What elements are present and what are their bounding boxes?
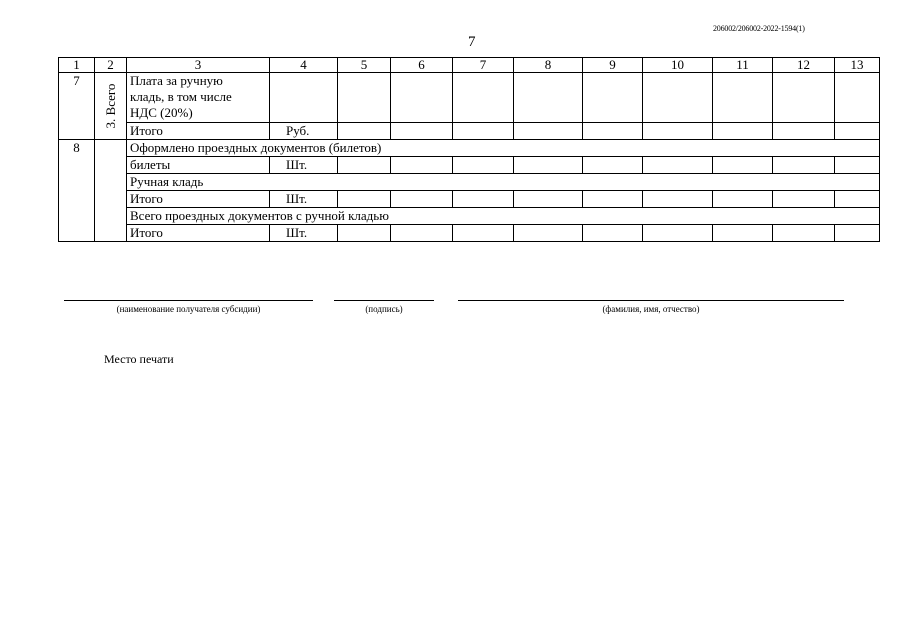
group-label: 3. Всего bbox=[102, 83, 118, 129]
fee-line: Плата за ручную bbox=[130, 73, 223, 88]
fullname-line[interactable] bbox=[458, 300, 844, 301]
report-table bbox=[58, 57, 880, 242]
data-cell[interactable] bbox=[835, 123, 880, 140]
data-cell[interactable] bbox=[713, 123, 773, 140]
col-number-cell: 8 bbox=[514, 58, 583, 73]
data-cell[interactable] bbox=[453, 123, 514, 140]
col-number-cell: 7 bbox=[453, 58, 514, 73]
data-cell[interactable] bbox=[514, 191, 583, 208]
table-row bbox=[59, 73, 880, 123]
data-cell[interactable] bbox=[643, 225, 713, 242]
data-cell[interactable] bbox=[338, 73, 391, 123]
recipient-caption: (наименование получателя субсидии) bbox=[116, 304, 261, 314]
total-label: Итого bbox=[127, 123, 270, 140]
group-label-cell bbox=[95, 73, 127, 140]
total-label: Итого bbox=[127, 191, 270, 208]
data-cell[interactable] bbox=[643, 73, 713, 123]
empty-cell bbox=[95, 140, 127, 242]
item-label: билеты bbox=[127, 157, 270, 174]
column-number-row bbox=[59, 58, 880, 73]
data-cell[interactable] bbox=[773, 191, 835, 208]
section-label: Ручная кладь bbox=[127, 174, 880, 191]
data-cell[interactable] bbox=[338, 157, 391, 174]
data-cell[interactable] bbox=[338, 191, 391, 208]
data-cell[interactable] bbox=[583, 225, 643, 242]
data-cell[interactable] bbox=[773, 73, 835, 123]
data-cell[interactable] bbox=[835, 157, 880, 174]
unit-cell: Шт. bbox=[270, 191, 338, 208]
row-number: 7 bbox=[59, 73, 95, 140]
table-row bbox=[59, 157, 880, 174]
fee-line: кладь, в том числе bbox=[130, 89, 232, 104]
col-number-cell: 4 bbox=[270, 58, 338, 73]
section-label: Всего проездных документов с ручной кладью bbox=[127, 208, 880, 225]
page-number: 7 bbox=[468, 34, 476, 50]
data-cell[interactable] bbox=[835, 73, 880, 123]
unit-cell: Руб. bbox=[270, 123, 338, 140]
col-number-cell: 12 bbox=[773, 58, 835, 73]
table-row bbox=[59, 123, 880, 140]
col-number-cell: 11 bbox=[713, 58, 773, 73]
data-cell[interactable] bbox=[713, 191, 773, 208]
data-cell[interactable] bbox=[713, 225, 773, 242]
data-cell[interactable] bbox=[514, 225, 583, 242]
data-cell[interactable] bbox=[391, 73, 453, 123]
document-code: 206002/206002-2022-1594(1) bbox=[713, 24, 805, 33]
data-cell[interactable] bbox=[453, 191, 514, 208]
data-cell[interactable] bbox=[835, 225, 880, 242]
data-cell[interactable] bbox=[583, 73, 643, 123]
data-cell[interactable] bbox=[583, 157, 643, 174]
data-cell[interactable] bbox=[643, 191, 713, 208]
data-cell[interactable] bbox=[391, 191, 453, 208]
data-cell[interactable] bbox=[270, 73, 338, 123]
unit-cell: Шт. bbox=[270, 225, 338, 242]
col-number-cell: 6 bbox=[391, 58, 453, 73]
col-number-cell: 9 bbox=[583, 58, 643, 73]
col-number-cell: 2 bbox=[95, 58, 127, 73]
signature-caption: (подпись) bbox=[365, 304, 403, 314]
signature-line[interactable] bbox=[334, 300, 434, 301]
table-row bbox=[59, 140, 880, 157]
data-cell[interactable] bbox=[583, 191, 643, 208]
table-row bbox=[59, 225, 880, 242]
data-cell[interactable] bbox=[713, 73, 773, 123]
data-cell[interactable] bbox=[338, 123, 391, 140]
data-cell[interactable] bbox=[453, 157, 514, 174]
col-number-cell: 3 bbox=[127, 58, 270, 73]
data-cell[interactable] bbox=[713, 157, 773, 174]
section-label: Оформлено проездных документов (билетов) bbox=[127, 140, 880, 157]
stamp-place-label: Место печати bbox=[104, 352, 174, 366]
fee-description bbox=[127, 73, 270, 123]
data-cell[interactable] bbox=[391, 123, 453, 140]
data-cell[interactable] bbox=[583, 123, 643, 140]
col-number-cell: 13 bbox=[835, 58, 880, 73]
data-cell[interactable] bbox=[453, 73, 514, 123]
col-number-cell: 10 bbox=[643, 58, 713, 73]
data-cell[interactable] bbox=[643, 157, 713, 174]
row-number: 8 bbox=[59, 140, 95, 242]
data-cell[interactable] bbox=[773, 123, 835, 140]
col-number-cell: 1 bbox=[59, 58, 95, 73]
data-cell[interactable] bbox=[514, 123, 583, 140]
data-cell[interactable] bbox=[514, 73, 583, 123]
unit-cell: Шт. bbox=[270, 157, 338, 174]
data-cell[interactable] bbox=[773, 225, 835, 242]
total-label: Итого bbox=[127, 225, 270, 242]
table-row bbox=[59, 208, 880, 225]
data-cell[interactable] bbox=[514, 157, 583, 174]
table-row bbox=[59, 191, 880, 208]
table-row bbox=[59, 174, 880, 191]
fee-line: НДС (20%) bbox=[130, 105, 193, 120]
col-number-cell: 5 bbox=[338, 58, 391, 73]
data-cell[interactable] bbox=[391, 225, 453, 242]
data-cell[interactable] bbox=[391, 157, 453, 174]
data-cell[interactable] bbox=[835, 191, 880, 208]
data-cell[interactable] bbox=[453, 225, 514, 242]
data-cell[interactable] bbox=[338, 225, 391, 242]
fullname-caption: (фамилия, имя, отчество) bbox=[602, 304, 700, 314]
data-cell[interactable] bbox=[773, 157, 835, 174]
data-cell[interactable] bbox=[643, 123, 713, 140]
recipient-line[interactable] bbox=[64, 300, 313, 301]
